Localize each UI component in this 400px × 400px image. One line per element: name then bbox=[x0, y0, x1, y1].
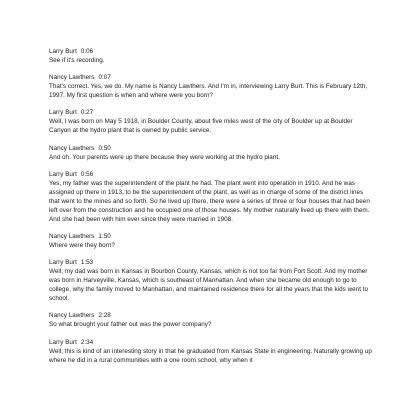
utterance-text: See if it's recording. bbox=[49, 57, 105, 64]
transcript-entry bbox=[49, 108, 374, 135]
speaker-line bbox=[49, 258, 374, 267]
speaker-name: Nancy Lawthers bbox=[49, 312, 95, 320]
utterance-text: Well, this is kind of an interesting story in that he graduated from Kansas State in engineering. Naturally growing up where he did in a rural communities with a one room school, why when it bbox=[49, 347, 372, 364]
speaker-name: Larry Burt bbox=[49, 259, 77, 267]
speaker-line bbox=[49, 170, 374, 179]
timestamp: 1:53 bbox=[80, 259, 94, 267]
speaker-name: Nancy Lawthers bbox=[49, 232, 95, 240]
timestamp: 0:07 bbox=[98, 74, 111, 82]
speaker-name: Nancy Lawthers bbox=[49, 74, 95, 82]
speaker-line bbox=[49, 311, 374, 320]
utterance-text: Well, I was born on May 5 1918, in Boulder County, about five miles west of the city of Boulder up at Boulder Canyon at the hydro plant that is owned by public service. bbox=[49, 118, 353, 135]
speaker-line bbox=[49, 144, 374, 153]
utterance-text: Well, my dad was born in Kansas in Bourbon County, Kansas, which is not too far from Fort Scott. And my mother was born in Harveyville, Kansas, which is southeast of Manhattan. And when she became old enough to go to college, why the family moved to Manhattan, and maintained residence there for all the years that the kids went to school. bbox=[49, 268, 369, 303]
timestamp: 0:50 bbox=[98, 144, 111, 152]
transcript-entry bbox=[49, 73, 374, 100]
timestamp: 0:56 bbox=[80, 170, 94, 178]
speaker-name: Larry Burt bbox=[49, 170, 77, 178]
speaker-name: Nancy Lawthers bbox=[49, 144, 95, 152]
speaker-line bbox=[49, 47, 374, 56]
timestamp: 0:06 bbox=[80, 48, 94, 55]
transcript-entry bbox=[49, 47, 374, 65]
speaker-line bbox=[49, 73, 374, 82]
transcript-entry bbox=[49, 170, 374, 224]
speaker-name: Larry Burt bbox=[49, 109, 77, 117]
speaker-name: Larry Burt bbox=[49, 48, 77, 55]
speaker-line bbox=[49, 232, 374, 241]
utterance-text: Where were they born? bbox=[49, 241, 115, 249]
utterance-text: Yes, my father was the superintendent of the plant he had. The plant went into operation in 1910. And he was assigned up there in 1913, to be the superintendent of the plant, as well as in charge of some of the district lines that went to the mines and so forth. So he lived up there, there were a series of three or four houses that had been left over from the construction and he occupied one of those houses. My mother naturally lived up there with them. And she had been with him ever since they were married in 1908. bbox=[49, 179, 370, 223]
timestamp: 2:28 bbox=[98, 312, 111, 320]
transcript-entry bbox=[49, 338, 374, 365]
transcript-entry bbox=[49, 311, 374, 329]
speaker-line bbox=[49, 108, 374, 117]
speaker-name: Larry Burt bbox=[49, 338, 77, 346]
utterance-text: And oh. Your parents were up there because they were working at the hydro plant. bbox=[49, 153, 280, 161]
utterance-text: So what brought your father out was the power company? bbox=[49, 321, 212, 329]
speaker-line bbox=[49, 338, 374, 347]
utterance-text: That's correct. Yes, we do. My name is Nancy Lawthers. And I'm in, interviewing Larry Burt. This is February 12th, 1997. My first question is when and where were you born? bbox=[49, 83, 368, 100]
timestamp: 0:27 bbox=[80, 109, 94, 117]
transcript-entry bbox=[49, 258, 374, 303]
transcript-entry bbox=[49, 232, 374, 250]
timestamp: 1:50 bbox=[98, 232, 111, 240]
transcript-entry bbox=[49, 144, 374, 162]
timestamp: 2:34 bbox=[80, 338, 94, 346]
